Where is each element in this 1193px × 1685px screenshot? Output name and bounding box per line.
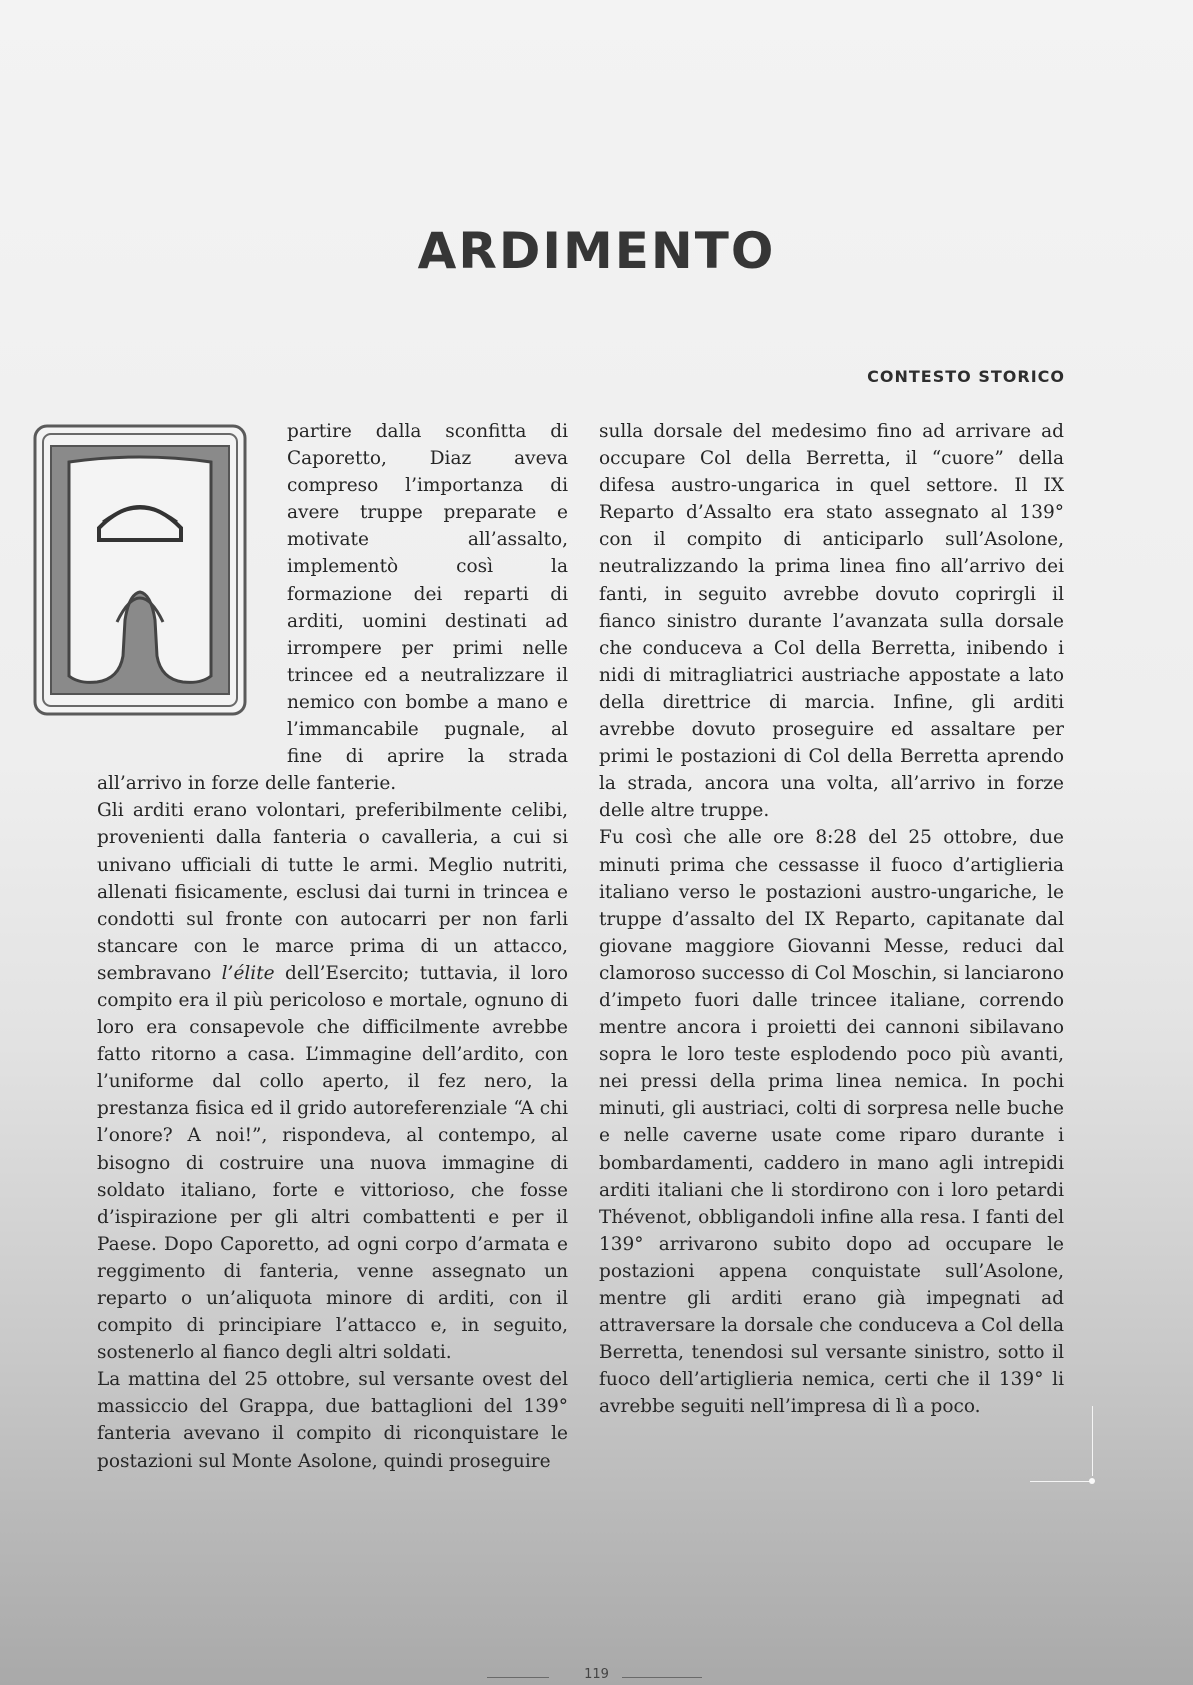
paragraph-text: dell’Esercito; tuttavia, il loro compito era il più pericoloso e mortale, ognuno di loro era consapevole che difficilmente avrebbe fatto ritorno a casa. L’immagine dell’ardito, con l’uniforme dal collo aperto, il fez nero, la prestanza fisica ed il grido autoreferenziale “A chi l’onore? A noi!”, rispondeva, al contempo, al bisogno di costruire una nuova immagine di soldato italiano, forte e vittorioso, che fosse d’ispirazione per gli altri combattenti e per il Paese. Dopo Caporetto, ad ogni corpo d’armata e reggimento di fanteria, venne assegnato un reparto o un’aliquota minore di arditi, con il compito di principiare l’attacco e, in seguito, sostenerlo al fianco degli altri soldati. (97, 962, 568, 1364)
paragraph: sulla dorsale del medesimo fino ad arrivare ad occupare Col della Berretta, il “cuore” della difesa austro-ungarica in quel settore. Il IX Reparto d’Assalto era stato assegnato al 139° con il compito di anticiparlo sull’Asolone, neutralizzando la prima linea fino all’arrivo dei fanti, in seguito avrebbe dovuto coprirgli il fianco sinistro durante l’avanzata sulla dorsale che conduceva a Col della Berretta, inibendo i nidi di mitragliatrici austriache appostate a lato della direttrice di marcia. Infine, gli arditi avrebbe dovuto proseguire ed assaltare per primi le postazioni di Col della Berretta aprendo la strada, ancora una volta, all’arrivo in forze delle altre truppe. (599, 421, 1064, 822)
article-right-column (599, 418, 1064, 1420)
corner-ornament-line (1030, 1481, 1090, 1482)
paragraph-text: Gli arditi erano volontari, preferibilmente celibi, provenienti dalla fanteria o cavalleria, a cui si univano ufficiali di tutte le armi. Meglio nutriti, allenati fisicamente, esclusi dai turni in trincea e condotti sul fronte con autocarri per non farli stancare con le marce prima di un attacco, sembravano (97, 800, 568, 984)
section-label: CONTESTO STORICO (867, 367, 1065, 386)
emphasis-text: l’élite (221, 962, 275, 984)
footer-rule (622, 1677, 702, 1678)
page-title: ARDIMENTO (417, 222, 776, 280)
paragraph: Fu così che alle ore 8:28 del 25 ottobre, due minuti prima che cessasse il fuoco d’artiglieria italiano verso le postazioni austro-ungariche, le truppe d’assalto del IX Reparto, capitanate dal giovane maggiore Giovanni Messe, reduci dal clamoroso successo di Col Moschin, si lanciarono d’impeto fuori dalle trincee italiane, correndo mentre ancora i proietti dei cannoni sibilavano sopra le loro teste esplodendo poco più avanti, nei pressi della prima linea nemica. In pochi minuti, gli austriaci, colti di sorpresa nelle buche e nelle caverne usate come riparo durante i bombardamenti, caddero in mano agli intrepidi arditi italiani che li stordirono con i loro petardi Thévenot, obbligandoli infine alla resa. I fanti del 139° arrivarono subito dopo ad occupare le postazioni appena conquistate sull’Asolone, mentre gli arditi erano già impegnati ad attraversare la dorsale che conduceva a Col della Berretta, tenendosi sul versante sinistro, sotto il fuoco dell’artiglieria nemica, certi che il 139° li avrebbe seguiti nell’impresa di lì a poco. (599, 827, 1064, 1418)
paragraph: partire dalla sconfitta di Caporetto, Diaz aveva compreso l’importanza di avere truppe preparate e motivate all’assalto, implementò così la formazione dei reparti di arditi, uomini destinati ad irrompere per primi nelle trincee ed a neutralizzare il nemico con bombe a mano e l’immancabile pugnale, al fine di aprire la strada all’arrivo in forze delle fanterie. (97, 421, 568, 795)
paragraph: La mattina del 25 ottobre, sul versante ovest del massiccio del Grappa, due battaglioni del 139° fanteria avevano il compito di riconquistare le postazioni sul Monte Asolone, quindi proseguire (97, 1369, 568, 1472)
dropcap-wrap-space (97, 418, 287, 767)
corner-ornament-line (1092, 1406, 1093, 1476)
corner-ornament-dot (1089, 1478, 1095, 1484)
article-left-column (97, 418, 568, 1475)
page-number: 119 (584, 1667, 609, 1682)
paragraph (97, 797, 568, 1366)
